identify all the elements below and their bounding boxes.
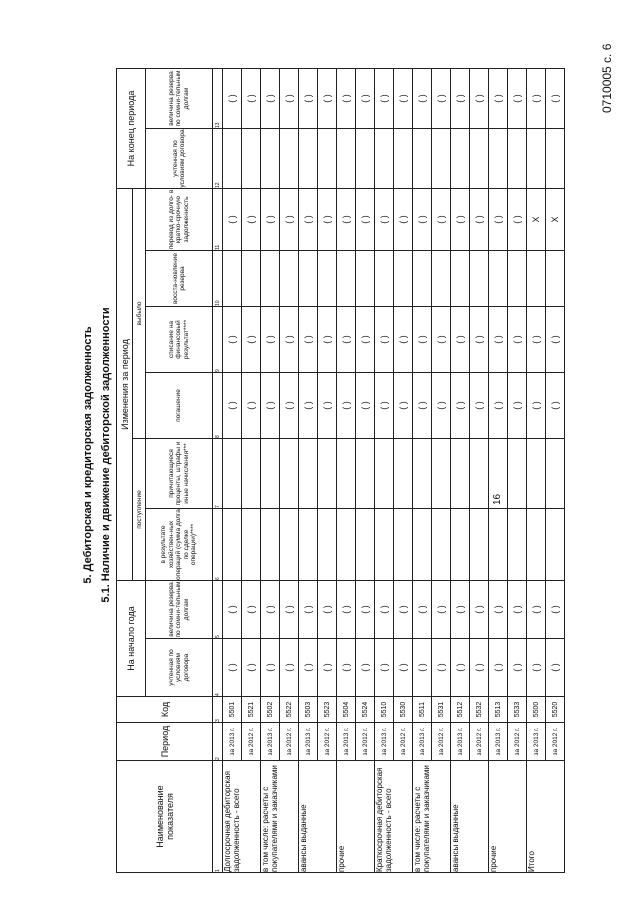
- negative-value-placeholder: ( ): [375, 307, 394, 373]
- empty-cell: [223, 509, 242, 581]
- negative-value-placeholder: ( ): [432, 307, 451, 373]
- negative-value-placeholder: ( ): [394, 373, 413, 439]
- negative-value-placeholder: ( ): [356, 189, 375, 251]
- column-number-row: [213, 69, 223, 873]
- row-code: 5523: [318, 697, 337, 723]
- table-row: [337, 69, 356, 873]
- row-period: за 2013 г.: [223, 723, 242, 761]
- negative-value-placeholder: ( ): [356, 307, 375, 373]
- negative-value-placeholder: ( ): [299, 581, 318, 639]
- header-outflow: выбыло: [133, 189, 146, 439]
- row-period: за 2012 г.: [508, 723, 527, 761]
- header-c12: учтенная по условиям договора: [146, 129, 213, 189]
- empty-cell: [432, 509, 451, 581]
- negative-value-placeholder: ( ): [451, 69, 470, 129]
- row-name: прочие: [337, 761, 375, 873]
- table-row: [280, 69, 299, 873]
- table-row: [546, 69, 565, 873]
- row-code: 5503: [299, 697, 318, 723]
- empty-cell: [318, 509, 337, 581]
- empty-cell: [337, 129, 356, 189]
- negative-value-placeholder: ( ): [432, 639, 451, 697]
- empty-cell: [413, 509, 432, 581]
- header-c13: величина резерва по сомни-тельным долгам: [146, 69, 213, 129]
- negative-value-placeholder: ( ): [470, 189, 489, 251]
- row-code: 5531: [432, 697, 451, 723]
- header-intake: поступление: [133, 439, 146, 581]
- empty-cell: [299, 129, 318, 189]
- row-code: 5513: [489, 697, 508, 723]
- negative-value-placeholder: ( ): [470, 69, 489, 129]
- negative-value-placeholder: ( ): [280, 373, 299, 439]
- negative-value-placeholder: ( ): [546, 69, 565, 129]
- header-c10: восста-новление резерва: [146, 251, 213, 307]
- empty-cell: [299, 439, 318, 509]
- negative-value-placeholder: ( ): [489, 307, 508, 373]
- empty-cell: [242, 129, 261, 189]
- receivables-table: [116, 68, 565, 873]
- row-code: 5502: [261, 697, 280, 723]
- empty-cell: [451, 439, 470, 509]
- row-period: за 2013 г.: [527, 723, 546, 761]
- negative-value-placeholder: ( ): [375, 581, 394, 639]
- empty-cell: [451, 509, 470, 581]
- negative-value-placeholder: ( ): [337, 189, 356, 251]
- negative-value-placeholder: ( ): [242, 189, 261, 251]
- negative-value-placeholder: ( ): [299, 189, 318, 251]
- form-code: 0710005 с. 6: [600, 43, 614, 113]
- empty-cell: [451, 251, 470, 307]
- negative-value-placeholder: ( ): [299, 307, 318, 373]
- empty-cell: [546, 439, 565, 509]
- negative-value-placeholder: ( ): [413, 189, 432, 251]
- negative-value-placeholder: ( ): [432, 581, 451, 639]
- header-c11: перевод из долго- в кратко-срочную задолженность: [146, 189, 213, 251]
- empty-cell: [394, 509, 413, 581]
- negative-value-placeholder: ( ): [242, 373, 261, 439]
- header-period: Период: [117, 723, 213, 761]
- empty-cell: [299, 251, 318, 307]
- table-row: [489, 69, 508, 873]
- row-name: авансы выданные: [451, 761, 489, 873]
- table-row: [432, 69, 451, 873]
- negative-value-placeholder: ( ): [261, 373, 280, 439]
- negative-value-placeholder: ( ): [375, 373, 394, 439]
- header-code: Код: [117, 697, 213, 723]
- row-name: авансы выданные: [299, 761, 337, 873]
- negative-value-placeholder: ( ): [223, 307, 242, 373]
- negative-value-placeholder: ( ): [375, 69, 394, 129]
- negative-value-placeholder: ( ): [489, 189, 508, 251]
- empty-cell: [508, 509, 527, 581]
- negative-value-placeholder: ( ): [527, 69, 546, 129]
- row-code: 5511: [413, 697, 432, 723]
- negative-value-placeholder: ( ): [318, 307, 337, 373]
- negative-value-placeholder: ( ): [280, 581, 299, 639]
- negative-value-placeholder: ( ): [356, 639, 375, 697]
- page-number: 16: [492, 493, 503, 505]
- row-name: Итого: [527, 761, 565, 873]
- empty-cell: [356, 251, 375, 307]
- negative-value-placeholder: ( ): [223, 69, 242, 129]
- empty-cell: [470, 509, 489, 581]
- empty-cell: [299, 509, 318, 581]
- negative-value-placeholder: ( ): [337, 639, 356, 697]
- negative-value-placeholder: ( ): [223, 581, 242, 639]
- empty-cell: [508, 439, 527, 509]
- column-number: 11: [213, 189, 223, 251]
- empty-cell: [242, 251, 261, 307]
- negative-value-placeholder: ( ): [489, 639, 508, 697]
- empty-cell: [337, 251, 356, 307]
- row-name: в том числе: расчеты с покупателями и заказчиками: [413, 761, 451, 873]
- empty-cell: [375, 251, 394, 307]
- subsection-title: 5.1. Наличие и движение дебиторской задолженности: [100, 307, 112, 603]
- empty-cell: [451, 129, 470, 189]
- empty-cell: [470, 251, 489, 307]
- row-code: 5521: [242, 697, 261, 723]
- header-c9: списание на финансовый результат****: [146, 307, 213, 373]
- empty-cell: [318, 129, 337, 189]
- negative-value-placeholder: ( ): [527, 373, 546, 439]
- negative-value-placeholder: ( ): [413, 373, 432, 439]
- empty-cell: [261, 251, 280, 307]
- negative-value-placeholder: ( ): [413, 69, 432, 129]
- negative-value-placeholder: ( ): [223, 639, 242, 697]
- row-period: за 2012 г.: [318, 723, 337, 761]
- negative-value-placeholder: ( ): [394, 307, 413, 373]
- row-code: 5532: [470, 697, 489, 723]
- empty-cell: [527, 129, 546, 189]
- table-row: [223, 69, 242, 873]
- empty-cell: [489, 509, 508, 581]
- empty-cell: [261, 129, 280, 189]
- row-code: 5522: [280, 697, 299, 723]
- row-period: за 2013 г.: [261, 723, 280, 761]
- empty-cell: [470, 439, 489, 509]
- column-number: 7: [213, 439, 223, 509]
- empty-cell: [413, 439, 432, 509]
- negative-value-placeholder: ( ): [546, 581, 565, 639]
- negative-value-placeholder: ( ): [261, 69, 280, 129]
- negative-value-placeholder: ( ): [489, 373, 508, 439]
- empty-cell: [242, 439, 261, 509]
- negative-value-placeholder: ( ): [299, 373, 318, 439]
- empty-cell: [261, 509, 280, 581]
- empty-cell: [394, 439, 413, 509]
- negative-value-placeholder: ( ): [242, 307, 261, 373]
- row-period: за 2012 г.: [280, 723, 299, 761]
- negative-value-placeholder: ( ): [508, 69, 527, 129]
- empty-cell: [280, 439, 299, 509]
- empty-cell: [489, 129, 508, 189]
- empty-cell: [280, 129, 299, 189]
- table-row: [527, 69, 546, 873]
- negative-value-placeholder: ( ): [451, 373, 470, 439]
- negative-value-placeholder: ( ): [261, 307, 280, 373]
- row-code: 5510: [375, 697, 394, 723]
- header-name: Наименование показателя: [117, 761, 213, 873]
- not-applicable-mark: X: [527, 189, 546, 251]
- negative-value-placeholder: ( ): [337, 69, 356, 129]
- empty-cell: [546, 251, 565, 307]
- column-number: 10: [213, 251, 223, 307]
- table-row: [299, 69, 318, 873]
- negative-value-placeholder: ( ): [451, 307, 470, 373]
- negative-value-placeholder: ( ): [356, 69, 375, 129]
- empty-cell: [508, 251, 527, 307]
- negative-value-placeholder: ( ): [223, 189, 242, 251]
- negative-value-placeholder: ( ): [451, 189, 470, 251]
- empty-cell: [318, 251, 337, 307]
- negative-value-placeholder: ( ): [508, 373, 527, 439]
- row-code: 5501: [223, 697, 242, 723]
- row-period: за 2012 г.: [546, 723, 565, 761]
- empty-cell: [489, 439, 508, 509]
- negative-value-placeholder: ( ): [413, 639, 432, 697]
- negative-value-placeholder: ( ): [508, 639, 527, 697]
- header-c6: в результате хозяйствен-ных операций (сумма долга по сделке операции)****: [146, 509, 213, 581]
- empty-cell: [394, 251, 413, 307]
- column-number: 5: [213, 581, 223, 639]
- header-end-of-period: На конец периода: [117, 69, 146, 189]
- row-period: за 2012 г.: [432, 723, 451, 761]
- row-period: за 2012 г.: [394, 723, 413, 761]
- table-row: [242, 69, 261, 873]
- negative-value-placeholder: ( ): [527, 639, 546, 697]
- row-name: Краткосрочная дебиторская задолженность - всего: [375, 761, 413, 873]
- table-row: [356, 69, 375, 873]
- negative-value-placeholder: ( ): [280, 69, 299, 129]
- row-name: прочие: [489, 761, 527, 873]
- negative-value-placeholder: ( ): [375, 639, 394, 697]
- negative-value-placeholder: ( ): [527, 581, 546, 639]
- negative-value-placeholder: ( ): [242, 581, 261, 639]
- negative-value-placeholder: ( ): [394, 639, 413, 697]
- not-applicable-mark: X: [546, 189, 565, 251]
- row-code: 5504: [337, 697, 356, 723]
- empty-cell: [432, 251, 451, 307]
- negative-value-placeholder: ( ): [508, 581, 527, 639]
- column-number: 8: [213, 373, 223, 439]
- negative-value-placeholder: ( ): [261, 639, 280, 697]
- negative-value-placeholder: ( ): [451, 639, 470, 697]
- empty-cell: [223, 129, 242, 189]
- negative-value-placeholder: ( ): [394, 69, 413, 129]
- negative-value-placeholder: ( ): [470, 581, 489, 639]
- negative-value-placeholder: ( ): [546, 307, 565, 373]
- row-code: 5524: [356, 697, 375, 723]
- negative-value-placeholder: ( ): [527, 307, 546, 373]
- header-c5: величина резерва по сомни-тельным долгам: [146, 581, 213, 639]
- row-period: за 2012 г.: [242, 723, 261, 761]
- table-row: [508, 69, 527, 873]
- negative-value-placeholder: ( ): [470, 639, 489, 697]
- negative-value-placeholder: ( ): [413, 581, 432, 639]
- negative-value-placeholder: ( ): [432, 189, 451, 251]
- empty-cell: [432, 439, 451, 509]
- negative-value-placeholder: ( ): [318, 189, 337, 251]
- row-period: за 2013 г.: [375, 723, 394, 761]
- column-number: 9: [213, 307, 223, 373]
- negative-value-placeholder: ( ): [546, 639, 565, 697]
- negative-value-placeholder: ( ): [546, 373, 565, 439]
- row-code: 5500: [527, 697, 546, 723]
- table-row: [451, 69, 470, 873]
- row-period: за 2013 г.: [451, 723, 470, 761]
- header-start-of-year: На начало года: [117, 581, 146, 697]
- empty-cell: [546, 129, 565, 189]
- negative-value-placeholder: ( ): [508, 307, 527, 373]
- negative-value-placeholder: ( ): [280, 307, 299, 373]
- negative-value-placeholder: ( ): [242, 69, 261, 129]
- empty-cell: [527, 439, 546, 509]
- empty-cell: [356, 129, 375, 189]
- negative-value-placeholder: ( ): [413, 307, 432, 373]
- empty-cell: [356, 509, 375, 581]
- table-row: [413, 69, 432, 873]
- column-number: 1: [213, 761, 223, 873]
- table-row: [318, 69, 337, 873]
- table-body: [223, 69, 565, 873]
- empty-cell: [375, 129, 394, 189]
- empty-cell: [489, 251, 508, 307]
- negative-value-placeholder: ( ): [318, 373, 337, 439]
- negative-value-placeholder: ( ): [337, 373, 356, 439]
- table-row: [375, 69, 394, 873]
- negative-value-placeholder: ( ): [394, 189, 413, 251]
- column-number: 3: [213, 697, 223, 723]
- empty-cell: [280, 251, 299, 307]
- empty-cell: [508, 129, 527, 189]
- empty-cell: [280, 509, 299, 581]
- empty-cell: [337, 509, 356, 581]
- table-row: [261, 69, 280, 873]
- header-changes: Изменения за период: [117, 189, 133, 581]
- negative-value-placeholder: ( ): [261, 581, 280, 639]
- row-period: за 2013 г.: [489, 723, 508, 761]
- negative-value-placeholder: ( ): [356, 581, 375, 639]
- empty-cell: [432, 129, 451, 189]
- header-c8: погашение: [146, 373, 213, 439]
- table-row: [470, 69, 489, 873]
- empty-cell: [527, 509, 546, 581]
- table-row: [394, 69, 413, 873]
- row-code: 5530: [394, 697, 413, 723]
- negative-value-placeholder: ( ): [470, 373, 489, 439]
- negative-value-placeholder: ( ): [299, 69, 318, 129]
- row-code: 5520: [546, 697, 565, 723]
- row-period: за 2012 г.: [356, 723, 375, 761]
- negative-value-placeholder: ( ): [508, 189, 527, 251]
- negative-value-placeholder: ( ): [318, 581, 337, 639]
- header-c4: учтенная по условиям договора: [146, 639, 213, 697]
- empty-cell: [413, 129, 432, 189]
- empty-cell: [356, 439, 375, 509]
- row-period: за 2012 г.: [470, 723, 489, 761]
- negative-value-placeholder: ( ): [451, 581, 470, 639]
- negative-value-placeholder: ( ): [375, 189, 394, 251]
- row-code: 5533: [508, 697, 527, 723]
- negative-value-placeholder: ( ): [337, 581, 356, 639]
- negative-value-placeholder: ( ): [280, 639, 299, 697]
- column-number: 2: [213, 723, 223, 761]
- negative-value-placeholder: ( ): [394, 581, 413, 639]
- row-period: за 2013 г.: [299, 723, 318, 761]
- empty-cell: [337, 439, 356, 509]
- negative-value-placeholder: ( ): [318, 639, 337, 697]
- column-number: 4: [213, 639, 223, 697]
- empty-cell: [413, 251, 432, 307]
- negative-value-placeholder: ( ): [299, 639, 318, 697]
- negative-value-placeholder: ( ): [242, 639, 261, 697]
- section-title: 5. Дебиторская и кредиторская задолженность: [82, 326, 94, 584]
- negative-value-placeholder: ( ): [432, 373, 451, 439]
- empty-cell: [375, 509, 394, 581]
- negative-value-placeholder: ( ): [489, 581, 508, 639]
- column-number: 12: [213, 129, 223, 189]
- negative-value-placeholder: ( ): [432, 69, 451, 129]
- column-number: 6: [213, 509, 223, 581]
- empty-cell: [318, 439, 337, 509]
- empty-cell: [242, 509, 261, 581]
- empty-cell: [261, 439, 280, 509]
- negative-value-placeholder: ( ): [356, 373, 375, 439]
- negative-value-placeholder: ( ): [470, 307, 489, 373]
- negative-value-placeholder: ( ): [223, 373, 242, 439]
- empty-cell: [223, 439, 242, 509]
- empty-cell: [375, 439, 394, 509]
- empty-cell: [470, 129, 489, 189]
- row-name: в том числе: расчеты с покупателями и заказчиками: [261, 761, 299, 873]
- negative-value-placeholder: ( ): [337, 307, 356, 373]
- negative-value-placeholder: ( ): [280, 189, 299, 251]
- negative-value-placeholder: ( ): [318, 69, 337, 129]
- row-period: за 2013 г.: [337, 723, 356, 761]
- negative-value-placeholder: ( ): [489, 69, 508, 129]
- column-number: 13: [213, 69, 223, 129]
- row-name: Долгосрочная дебиторская задолженность - всего: [223, 761, 261, 873]
- header-c7: причитающиеся проценты, штрафы и иные начисления***: [146, 439, 213, 509]
- row-period: за 2013 г.: [413, 723, 432, 761]
- empty-cell: [394, 129, 413, 189]
- empty-cell: [546, 509, 565, 581]
- row-code: 5512: [451, 697, 470, 723]
- empty-cell: [223, 251, 242, 307]
- negative-value-placeholder: ( ): [261, 189, 280, 251]
- empty-cell: [527, 251, 546, 307]
